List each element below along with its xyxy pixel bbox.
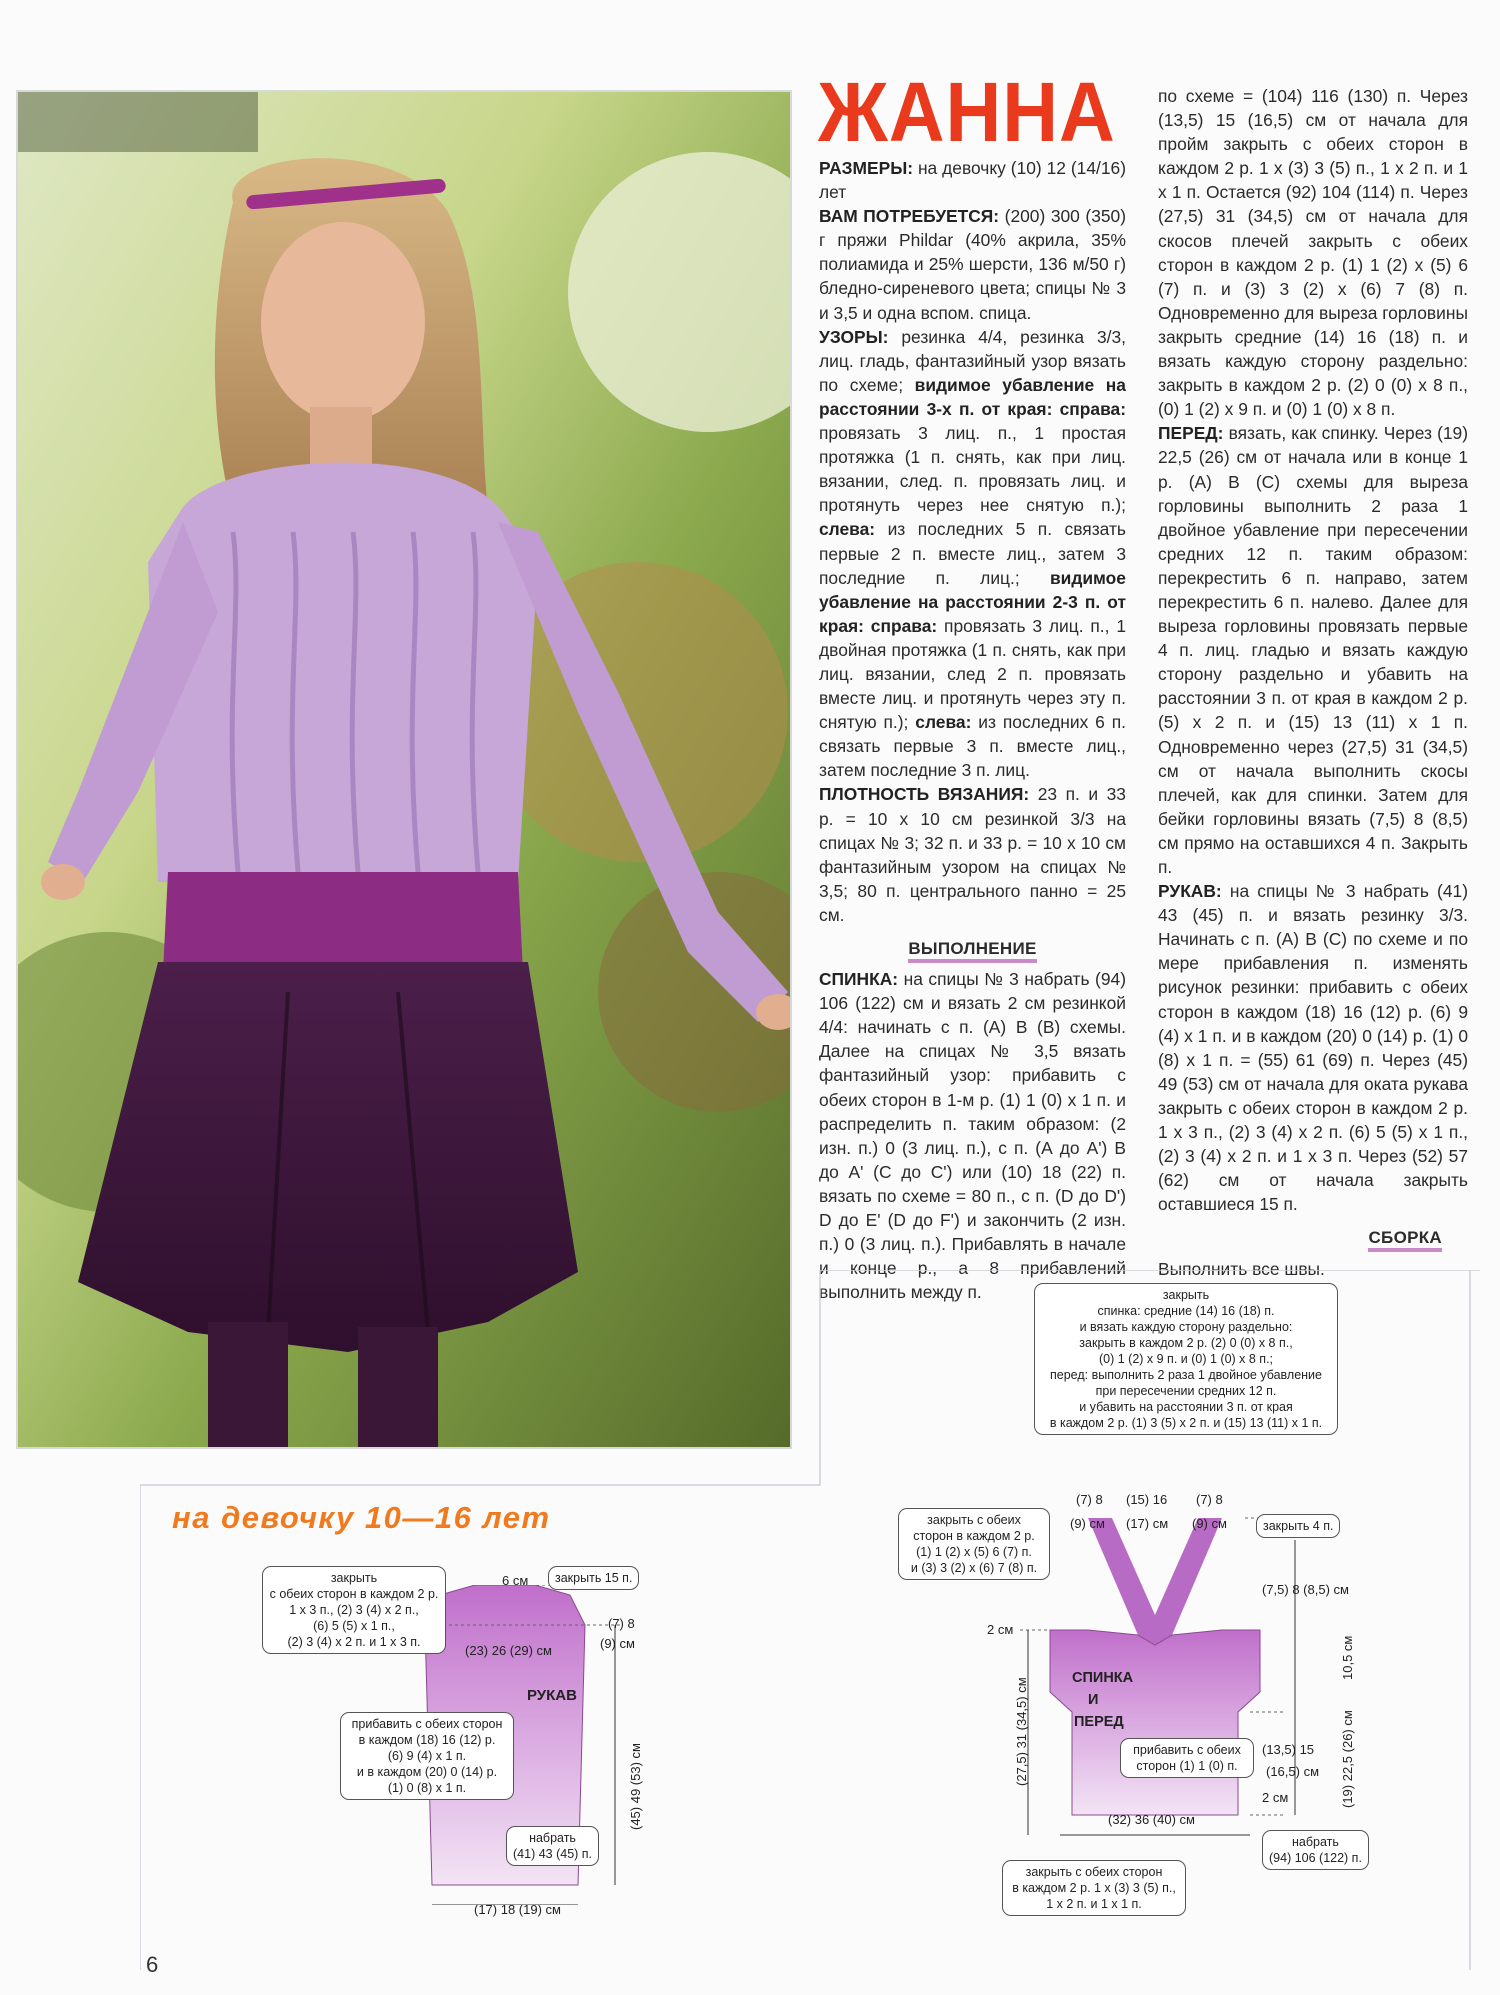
materials-text: (200) 300 (350) г пряжи Phildar (40% акрила, 35% полиамида и 25% шерсти, 136 м/50 г) бледно-сиреневого цвета; спицы № 3 и 3,5 и одна вспом. спица. [819, 206, 1126, 323]
collar-height: (7,5) 8 (8,5) см [1262, 1582, 1349, 1597]
patterns-text: резинка 4/4, резинка 3/3, лиц. гладь, фантазийный узор вязать по схеме; [819, 326, 1126, 395]
dec3-left-text: из последних 5 п. связать первые 2 п. вместе лиц., затем 3 последние п. лиц.; [819, 519, 1126, 588]
note-line: (6) 5 (5) х 1 п., [313, 1619, 395, 1633]
sleeve-cap-height-1: (7) 8 [608, 1616, 635, 1631]
front-label: ПЕРЕД: [1158, 423, 1224, 444]
body-cast-on-note [1262, 1830, 1369, 1870]
patterns-label: УЗОРЫ: [819, 326, 889, 347]
note-line: при пересечении средних 12 п. [1095, 1384, 1277, 1398]
page-number: 6 [146, 1952, 159, 1977]
shoulder-width-1b: (9) см [1070, 1516, 1105, 1531]
note-line: и (3) 3 (2) х (6) 7 (8) п. [910, 1561, 1038, 1575]
back-front-label-2: И [1088, 1692, 1099, 1708]
note-line: (0) 1 (2) х 9 п. и (0) 1 (0) х 8 п.; [1098, 1352, 1274, 1366]
note-line: сторон в каждом 2 р. [913, 1529, 1035, 1543]
diagram-heading: на девочку 10—16 лет [172, 1500, 551, 1535]
execution-heading [819, 937, 1126, 961]
note-line: (41) 43 (45) п. [513, 1847, 593, 1861]
dec23-label: видимое убавление на расстоянии 2-3 п. от края: справа: [819, 567, 1126, 636]
sleeve-cap-height-2: (9) см [600, 1636, 635, 1651]
shoulder-width-2b: (9) см [1192, 1516, 1227, 1531]
note-line: (2) 3 (4) х 2 п. и 1 х 3 п. [287, 1635, 421, 1649]
sizes-paragraph [819, 156, 1126, 204]
back-continued-paragraph: по схеме = (104) 116 (130) п. Через (13,5) 15 (16,5) см от начала для пройм закрыть с обеих сторон в каждом 2 р. 1 х (3) 3 (5) п., 1 х 2 п. и 1 х 1 п. Остается (92) 104 (114) п. Через (27,5) 31 (34,5) см от начала для скосов плечей закрыть с обеих сторон в каждом 2 р. (1) 1 (2) х (5) 6 (7) п. и (3) 3 (2) х (6) 7 (8) п. Одновременно для выреза горловины закрыть средние (14) 16 (18) п. и вязать каждую сторону раздельно: закрыть в каждом 2 р. (2) 0 (0) х 8 п.,(0) 1 (2) х 9 п. и (0) 1 (0) х 8 п. [1158, 86, 1468, 420]
neckline-close-note [1034, 1283, 1338, 1435]
note-line: сторон (1) 1 (0) п. [1136, 1759, 1238, 1773]
note-line: перед: выполнить 2 раза 1 двойное убавление [1050, 1368, 1322, 1382]
dec3-label: видимое убавление на расстоянии 3-х п. от края: справа: [819, 374, 1126, 419]
note-line: (1) 1 (2) х (5) 6 (7) п. [916, 1545, 1032, 1559]
shoulder-slope-height: 2 см [987, 1622, 1014, 1637]
close4-note: закрыть 4 п. [1256, 1514, 1340, 1538]
sleeve-text: на спицы № 3 набрать (41) 43 (45) п. и вязать резинку 3/3. Начинать с п. (А) В (С) по схеме и по мере прибавления п. изменять рисунок резинки: прибавить с обеих сторон в каждом (18) 16 (12) р. (6) 9 (4) х 1 п. и в каждом (20) 0 (14) р. (1) 0 (8) х 1 п. = (55) 61 (69) п. Через (45) 49 (53) см от начала для оката рукава закрыть с обеих сторон в каждом 2 р. 1 х 3 п., (2) 3 (4) х 2 п. (6) 5 (5) х 1 п., (2) 3 (4) х 2 п. и 1 х 3 п. Через (52) 57 (62) см от начала закрыть оставшиеся 15 п. [1158, 881, 1468, 1215]
sizes-text: на девочку (10) 12 (14/16) лет [819, 158, 1126, 203]
gauge-paragraph [819, 782, 1126, 927]
note-line: 1 х 2 п. и 1 х 1 п. [1046, 1897, 1142, 1911]
front-neck-start-height: (19) 22,5 (26) см [1340, 1710, 1355, 1808]
front-paragraph [1158, 421, 1468, 879]
note-line: набрать [529, 1831, 576, 1845]
note-line: закрыть с обеих [927, 1513, 1021, 1527]
note-line: в каждом (18) 16 (12) р. [358, 1733, 496, 1747]
note-line: закрыть [1162, 1288, 1210, 1302]
note-line: (6) 9 (4) х 1 п. [387, 1749, 467, 1763]
note-line: в каждом 2 р. (1) 3 (5) х 2 п. и (15) 13 (11) х 1 п. [1049, 1416, 1323, 1430]
gauge-label: ПЛОТНОСТЬ ВЯЗАНИЯ: [819, 784, 1030, 805]
sleeve-close15-note: закрыть 15 п. [548, 1566, 639, 1590]
note-line: 1 х 3 п., (2) 3 (4) х 2 п., [289, 1603, 419, 1617]
shoulder-width-1: (7) 8 [1076, 1492, 1103, 1507]
note-line: (94) 106 (122) п. [1269, 1851, 1362, 1865]
sleeve-length: (45) 49 (53) см [628, 1743, 643, 1830]
back-text: на спицы № 3 набрать (94) 106 (122) см и вязать 2 см резинкой 4/4: начинать с п. (А) В (В) схемы. Далее на спицах № 3,5 вязать фантазийный узор: прибавить с обеих сторон в 1-м р. (1) 1 (0) х 1 п. и распределить п. таким образом: (2 изн. п.) 0 (3 лиц. п.), с п. (А до А') В до А' (С до С') или (10) 18 (22) п. вязать по схеме = 80 п., с п. (D до D') D до E' (D до F') и закончить (2 изн. п.) 0 (3 лиц. п.). Прибавлять в начале и конце р., а 8 прибавлений выполнить между п. [819, 969, 1126, 1303]
sizes-label: РАЗМЕРЫ: [819, 158, 914, 178]
body-width: (32) 36 (40) см [1108, 1812, 1195, 1827]
neck-width-1: (15) 16 [1126, 1492, 1168, 1507]
patterns-paragraph [819, 325, 1126, 783]
dec23-left-label: слева: [915, 712, 972, 733]
note-line: и вязать каждую сторону раздельно: [1079, 1320, 1293, 1334]
shoulder-close-note [898, 1508, 1050, 1580]
instructions-column-1 [819, 156, 1126, 1304]
page-title: ЖАННА [818, 65, 1116, 159]
note-line: спинка: средние (14) 16 (18) п. [1097, 1304, 1275, 1318]
note-line: закрыть с обеих сторон [1025, 1865, 1163, 1879]
armhole-height-1: (13,5) 15 [1262, 1742, 1315, 1757]
note-line: и в каждом (20) 0 (14) р. [356, 1765, 498, 1779]
back-label: СПИНКА: [819, 969, 899, 990]
assembly-paragraph: Выполнить все швы. [1158, 1258, 1325, 1279]
materials-paragraph [819, 204, 1126, 324]
note-line: (1) 0 (8) х 1 п. [387, 1781, 467, 1795]
dec3-right-text: провязать 3 лиц. п., 1 простая протяжка (1 п. снять, как при лиц. вязании, след. п. провязать лиц. и протянуть через нее снятую п.); [819, 423, 1126, 516]
note-line: и убавить на расстоянии 3 п. от края [1079, 1400, 1293, 1414]
armhole-height-2: (16,5) см [1266, 1764, 1320, 1779]
front-text: вязать, как спинку. Через (19) 22,5 (26) см от начала или в конце 1 р. (А) В (С) схемы для выреза горловины выполнить 2 раза 1 двойное убавление при пересечении средних 12 п. таким образом: перекрестить 6 п. направо, затем перекрестить 6 п. налево. Далее для выреза горловины провязать первые 4 п. лиц. гладью и вязать каждую сторону раздельно и убавить на расстоянии 3 п. от края в каждом 2 р. (5) х 2 п. и (15) 13 (11) х 1 п. Одновременно через (27,5) 31 (34,5) см от начала выполнить скосы плечей, как для спинки. Затем для бейки горловины вязать (7,5) 8 (8,5) см прямо на оставшихся 4 п. Закрыть п. [1158, 423, 1468, 877]
sleeve-add-note [340, 1712, 514, 1800]
total-length: (27,5) 31 (34,5) см [1014, 1677, 1029, 1786]
note-line: в каждом 2 р. 1 х (3) 3 (5) п., [1012, 1881, 1176, 1895]
instructions-column-2 [1158, 84, 1468, 1281]
sleeve-close-note [262, 1566, 446, 1654]
note-line: набрать [1292, 1835, 1339, 1849]
note-line: закрыть в каждом 2 р. (2) 0 (0) х 8 п., [1079, 1336, 1293, 1350]
body-add-note [1120, 1738, 1254, 1778]
assembly-heading [1158, 1226, 1468, 1250]
neck-depth: 10,5 см [1340, 1635, 1355, 1680]
gauge-text: 23 п. и 33 р. = 10 х 10 см резинкой 3/3 на спицах № 3; 32 п. и 33 р. = 10 х 10 см фантазийным узором на спицах № 3,5; 80 п. центрального панно = 25 см. [819, 784, 1126, 925]
note-line: с обеих сторон в каждом 2 р. [269, 1587, 439, 1601]
back-front-label-1: СПИНКА [1072, 1670, 1134, 1686]
sleeve-label: РУКАВ [527, 1687, 577, 1704]
note-line: закрыть [330, 1571, 378, 1585]
note-line: прибавить с обеих [1133, 1743, 1241, 1757]
sleeve-label: РУКАВ: [1158, 881, 1222, 902]
materials-label: ВАМ ПОТРЕБУЕТСЯ: [819, 206, 1000, 227]
photo-girl-in-lilac-sweater [16, 90, 792, 1449]
sleeve-cap-width: (23) 26 (29) см [465, 1643, 552, 1658]
back-paragraph [819, 967, 1126, 1304]
neck-width-1b: (17) см [1126, 1516, 1169, 1531]
execution-heading-text: ВЫПОЛНЕНИЕ [908, 939, 1036, 963]
dec23-left-text: из последних 6 п. связать первые 3 п. вместе лиц., затем последние 3 п. лиц. [819, 712, 1126, 781]
rib-height: 2 см [1262, 1790, 1289, 1805]
armhole-close-note [1002, 1860, 1186, 1916]
assembly-heading-text: СБОРКА [1368, 1228, 1442, 1252]
shoulder-width-2: (7) 8 [1196, 1492, 1223, 1507]
sleeve-top-width: 6 см [502, 1573, 529, 1588]
dec23-right-text: провязать 3 лиц. п., 1 двойная протяжка (1 п. снять, как при лиц. вязании, след 2 п. провязать вместе лиц. и протянуть через эту п. снятую п.); [819, 615, 1126, 733]
sleeve-bottom-width: (17) 18 (19) см [474, 1902, 561, 1917]
note-line: прибавить с обеих сторон [351, 1717, 503, 1731]
dec3-left-label: слева: [819, 519, 876, 540]
back-front-label-3: ПЕРЕД [1074, 1714, 1124, 1730]
sleeve-cast-on-note [506, 1826, 599, 1866]
sleeve-paragraph [1158, 879, 1468, 1216]
